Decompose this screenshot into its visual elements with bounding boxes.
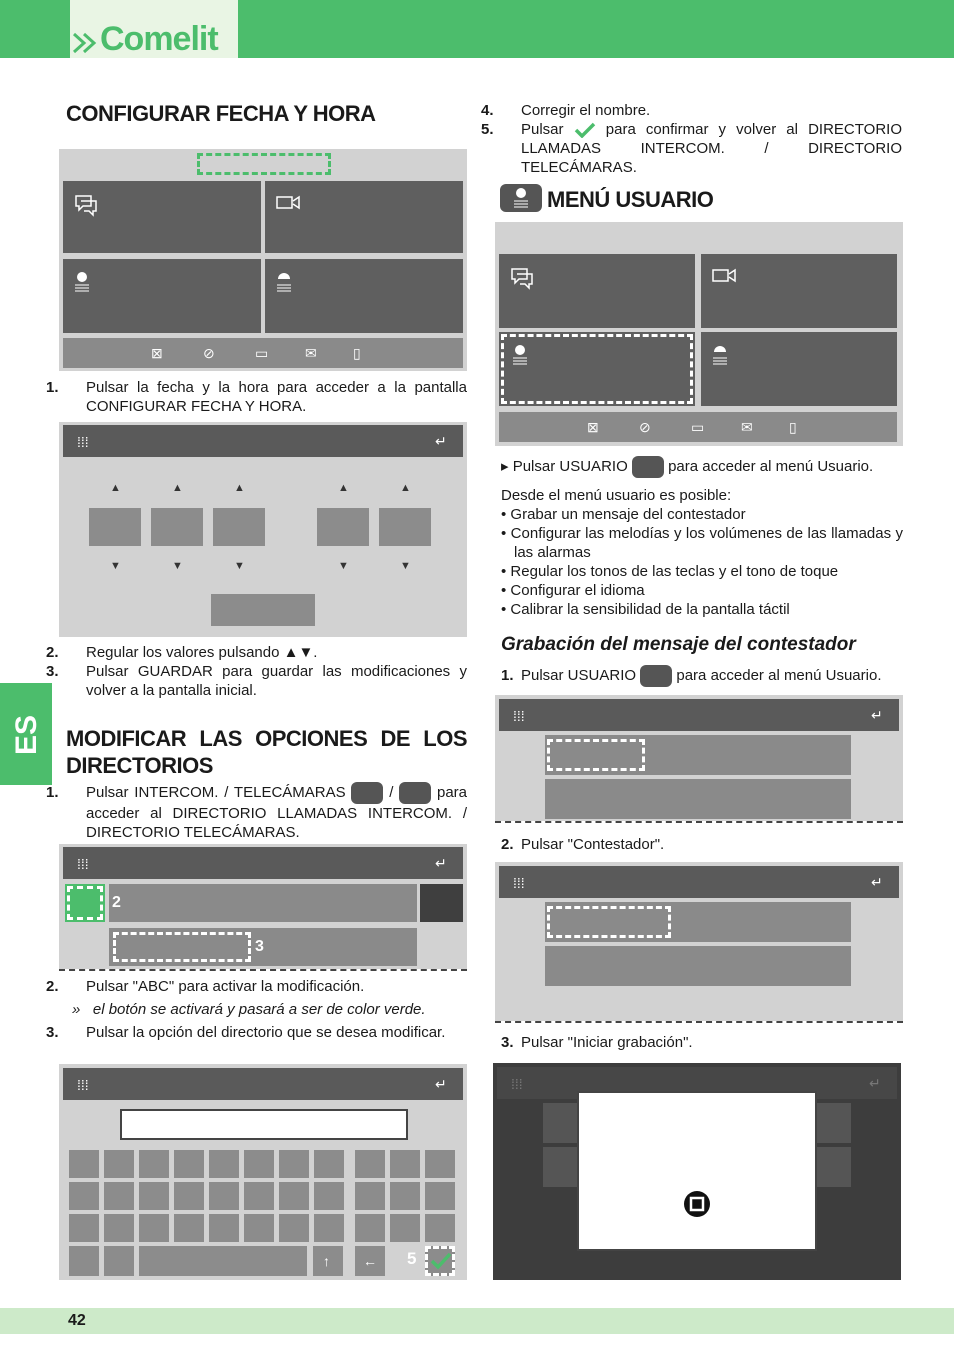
camera-icon — [711, 266, 737, 286]
crop-line — [495, 821, 903, 823]
grid-icon[interactable]: ⁞⁞⁞ — [77, 1077, 89, 1093]
home-screen-1 — [59, 149, 467, 371]
grid-icon[interactable]: ⁞⁞⁞ — [77, 856, 89, 872]
directory-screen — [59, 844, 467, 969]
page-number: 42 — [68, 1312, 86, 1329]
keyboard-key[interactable] — [425, 1182, 455, 1210]
exit-icon[interactable]: ▯ — [353, 345, 361, 361]
grab-step-2: 2. Pulsar "Contestador". — [501, 836, 665, 853]
screen-title-bar — [63, 847, 463, 879]
logo-text: Comelit — [100, 20, 218, 58]
keyboard-key[interactable] — [279, 1150, 309, 1178]
screen-title-bar — [499, 699, 899, 731]
services-tile[interactable] — [265, 259, 463, 333]
bottom-toolbar — [499, 412, 897, 442]
keyboard-key[interactable] — [104, 1150, 134, 1178]
chat-icon — [351, 782, 383, 804]
chat-icon — [509, 266, 535, 290]
keyboard-screen — [59, 1064, 467, 1280]
scroll-area[interactable] — [420, 884, 463, 922]
up-arrow-2[interactable]: ▲ — [172, 482, 183, 494]
bullet-3: • Regular los tonos de las teclas y el tono de toque — [501, 563, 839, 580]
dir-step-2: 2. Pulsar "ABC" para activar la modificación. — [46, 978, 365, 995]
bullet-1: • Grabar un mensaje del contestador — [501, 506, 746, 523]
keyboard-key[interactable] — [390, 1214, 420, 1242]
user-menu-icon — [275, 271, 293, 293]
keyboard-key[interactable] — [69, 1214, 99, 1242]
user-menu-icon — [500, 184, 542, 212]
abc-highlight — [67, 886, 103, 920]
user-icon — [512, 187, 530, 209]
heading-directorios: MODIFICAR LAS OPCIONES DE LOS DIRECTORIOS — [66, 726, 467, 778]
check-icon — [430, 1252, 452, 1270]
keyboard-key[interactable] — [390, 1150, 420, 1178]
step-2: 2. Regular los valores pulsando ▲▼. — [46, 644, 318, 661]
logo-mark-icon — [72, 32, 100, 54]
assist-icon[interactable]: ⊘ — [639, 419, 651, 435]
intercom-tile[interactable] — [63, 181, 261, 253]
keyboard-key[interactable] — [390, 1182, 420, 1210]
mail-icon[interactable]: ✉ — [741, 419, 753, 435]
user-tile[interactable] — [63, 259, 261, 333]
down-arrow-5[interactable]: ▼ — [400, 560, 411, 572]
backspace-key[interactable] — [355, 1246, 385, 1276]
user-menu-screen — [495, 695, 903, 821]
bottom-toolbar — [63, 338, 463, 368]
mail-icon[interactable]: ✉ — [305, 345, 317, 361]
exit-icon[interactable]: ▯ — [789, 419, 797, 435]
keyboard-key[interactable] — [425, 1214, 455, 1242]
step-3: 3. Pulsar GUARDAR para guardar las modificaciones y volver a la pantalla inicial. — [46, 663, 467, 699]
grid-icon[interactable]: ⁞⁞⁞ — [513, 875, 525, 891]
keyboard-key[interactable] — [174, 1150, 204, 1178]
up-arrow-5[interactable]: ▲ — [400, 482, 411, 494]
user-tile[interactable] — [499, 332, 695, 406]
services-tile[interactable] — [701, 332, 897, 406]
user-icon — [632, 456, 664, 478]
row-highlight — [113, 932, 251, 962]
door-icon[interactable]: ⊠ — [151, 345, 163, 361]
confirm-key[interactable] — [425, 1246, 455, 1276]
assist-icon[interactable]: ⊘ — [203, 345, 215, 361]
up-arrow-3[interactable]: ▲ — [234, 482, 245, 494]
monitor-icon[interactable]: ▭ — [691, 419, 705, 435]
door-icon[interactable]: ⊠ — [587, 419, 599, 435]
bullet-4: • Configurar el idioma — [501, 582, 645, 599]
back-arrow-icon[interactable]: ↵ — [435, 1076, 447, 1092]
keyboard-key[interactable] — [139, 1214, 169, 1242]
down-arrow-3[interactable]: ▼ — [234, 560, 245, 572]
callout-3: 3 — [255, 938, 264, 955]
menu-intro: Desde el menú usuario es posible: — [501, 487, 732, 504]
grab-step-1: 1. Pulsar USUARIO para acceder al menú Usuario. — [501, 665, 903, 687]
directory-row-2[interactable] — [109, 928, 417, 966]
language-label: ES — [10, 714, 43, 756]
back-arrow-icon: ↵ — [869, 1075, 881, 1091]
shift-key[interactable] — [313, 1246, 343, 1276]
up-arrow-1[interactable]: ▲ — [110, 482, 121, 494]
menu-row-contestador[interactable] — [545, 735, 851, 775]
camera-tile[interactable] — [701, 254, 897, 328]
up-arrow-4[interactable]: ▲ — [338, 482, 349, 494]
value-minute — [379, 508, 431, 546]
user-icon — [73, 271, 91, 293]
keyboard-key[interactable] — [314, 1182, 344, 1210]
camera-icon — [399, 782, 431, 804]
keyboard-key[interactable] — [104, 1182, 134, 1210]
keyboard-key[interactable] — [209, 1182, 239, 1210]
down-arrow-2[interactable]: ▼ — [172, 560, 183, 572]
keyboard-key[interactable] — [69, 1150, 99, 1178]
camera-tile[interactable] — [265, 181, 463, 253]
keyboard-key[interactable] — [174, 1214, 204, 1242]
callout-5: 5 — [407, 1249, 417, 1268]
keyboard-key[interactable] — [355, 1182, 385, 1210]
grid-icon[interactable]: ⁞⁞⁞ — [77, 434, 89, 450]
camera-icon — [275, 193, 301, 213]
heading-grabacion: Grabación del mensaje del contestador — [501, 634, 856, 655]
bg-row — [543, 1103, 577, 1143]
keyboard-key[interactable] — [69, 1182, 99, 1210]
down-arrow-1[interactable]: ▼ — [110, 560, 121, 572]
user-icon — [640, 665, 672, 687]
space-key[interactable] — [139, 1246, 307, 1276]
keyboard-key[interactable] — [209, 1150, 239, 1178]
callout-2: 2 — [112, 894, 121, 911]
keyboard-key[interactable] — [355, 1150, 385, 1178]
keyboard-key[interactable] — [69, 1246, 99, 1276]
row-highlight — [547, 739, 645, 771]
bg-row — [817, 1103, 851, 1143]
down-arrow-4[interactable]: ▼ — [338, 560, 349, 572]
monitor-icon[interactable]: ▭ — [255, 345, 269, 361]
keyboard-key[interactable] — [209, 1214, 239, 1242]
back-icon: ← — [363, 1253, 377, 1269]
bg-row — [817, 1147, 851, 1187]
grab-step-3: 3. Pulsar "Iniciar grabación". — [501, 1034, 693, 1051]
answering-screen — [495, 862, 903, 1021]
grid-icon[interactable]: ⁞⁞⁞ — [513, 708, 525, 724]
check-icon — [574, 122, 596, 138]
home-screen-2 — [495, 222, 903, 446]
screen-title-bar — [63, 425, 463, 457]
row-highlight — [547, 906, 671, 938]
keyboard-key[interactable] — [244, 1214, 274, 1242]
user-icon — [511, 344, 529, 366]
heading-fecha: CONFIGURAR FECHA Y HORA — [66, 101, 376, 126]
value-day — [89, 508, 141, 546]
keyboard-key[interactable] — [425, 1150, 455, 1178]
keyboard-key[interactable] — [244, 1150, 274, 1178]
keyboard-key[interactable] — [314, 1214, 344, 1242]
bullet-5: • Calibrar la sensibilidad de la pantalla táctil — [501, 601, 790, 618]
back-arrow-icon[interactable]: ↵ — [435, 855, 447, 871]
up-arrow-icon: ↑ — [323, 1253, 330, 1269]
step-5: 5. Pulsar para confirmar y volver al DIRECTORIO LLAMADAS INTERCOM. / DIRECTORIO TELECÁMARAS. — [481, 121, 902, 176]
keyboard-key[interactable] — [139, 1182, 169, 1210]
recording-popup — [577, 1091, 817, 1251]
start-recording-row[interactable] — [545, 902, 851, 942]
keyboard-key[interactable] — [104, 1214, 134, 1242]
dir-note: » el botón se activará y pasará a ser de color verde. — [72, 1001, 426, 1018]
datetime-highlight[interactable] — [197, 153, 331, 175]
menu-row-2[interactable] — [545, 946, 851, 986]
back-arrow-icon[interactable]: ↵ — [871, 707, 883, 723]
keyboard-key[interactable] — [279, 1214, 309, 1242]
chat-icon — [73, 193, 99, 217]
save-button[interactable] — [211, 594, 315, 626]
press-user: ▸ Pulsar USUARIO para acceder al menú Usuario. — [501, 456, 903, 478]
user-menu-icon — [711, 344, 729, 366]
grid-icon: ⁞⁞⁞ — [511, 1076, 523, 1092]
datetime-screen — [59, 422, 467, 637]
step-1: 1. Pulsar la fecha y la hora para acceder a la pantalla CONFIGURAR FECHA Y HORA. — [46, 379, 467, 415]
screen-title-bar — [499, 866, 899, 898]
bullet-2: • Configurar las melodías y los volúmenes de las llamadas y las alarmas — [501, 525, 904, 561]
step-4: 4. Corregir el nombre. — [481, 102, 651, 119]
keyboard-key[interactable] — [244, 1182, 274, 1210]
menu-row-2[interactable] — [545, 779, 851, 819]
keyboard-key[interactable] — [174, 1182, 204, 1210]
bg-row — [543, 1147, 577, 1187]
keyboard-key[interactable] — [139, 1150, 169, 1178]
back-arrow-icon[interactable]: ↵ — [435, 433, 447, 449]
dir-step-3: 3. Pulsar la opción del directorio que se desea modificar. — [46, 1024, 446, 1041]
recording-screen — [493, 1063, 901, 1280]
stop-icon[interactable] — [683, 1190, 711, 1218]
heading-menu-usuario: MENÚ USUARIO — [547, 187, 714, 212]
keyboard-key[interactable] — [279, 1182, 309, 1210]
intercom-tile[interactable] — [499, 254, 695, 328]
keyboard-key[interactable] — [314, 1150, 344, 1178]
keyboard-key[interactable] — [104, 1246, 134, 1276]
crop-line — [495, 1021, 903, 1023]
footer-bar — [0, 1308, 954, 1334]
directory-row-1[interactable] — [109, 884, 417, 922]
dir-step-1: 1. Pulsar INTERCOM. / TELECÁMARAS / para acceder al DIRECTORIO LLAMADAS INTERCOM. / DIRECTORIO TELECÁMARAS. — [46, 783, 468, 841]
keyboard-key[interactable] — [355, 1214, 385, 1242]
crop-line — [59, 969, 467, 971]
value-hour — [317, 508, 369, 546]
user-highlight — [501, 334, 693, 404]
value-year — [213, 508, 265, 546]
back-arrow-icon[interactable]: ↵ — [871, 874, 883, 890]
value-month — [151, 508, 203, 546]
